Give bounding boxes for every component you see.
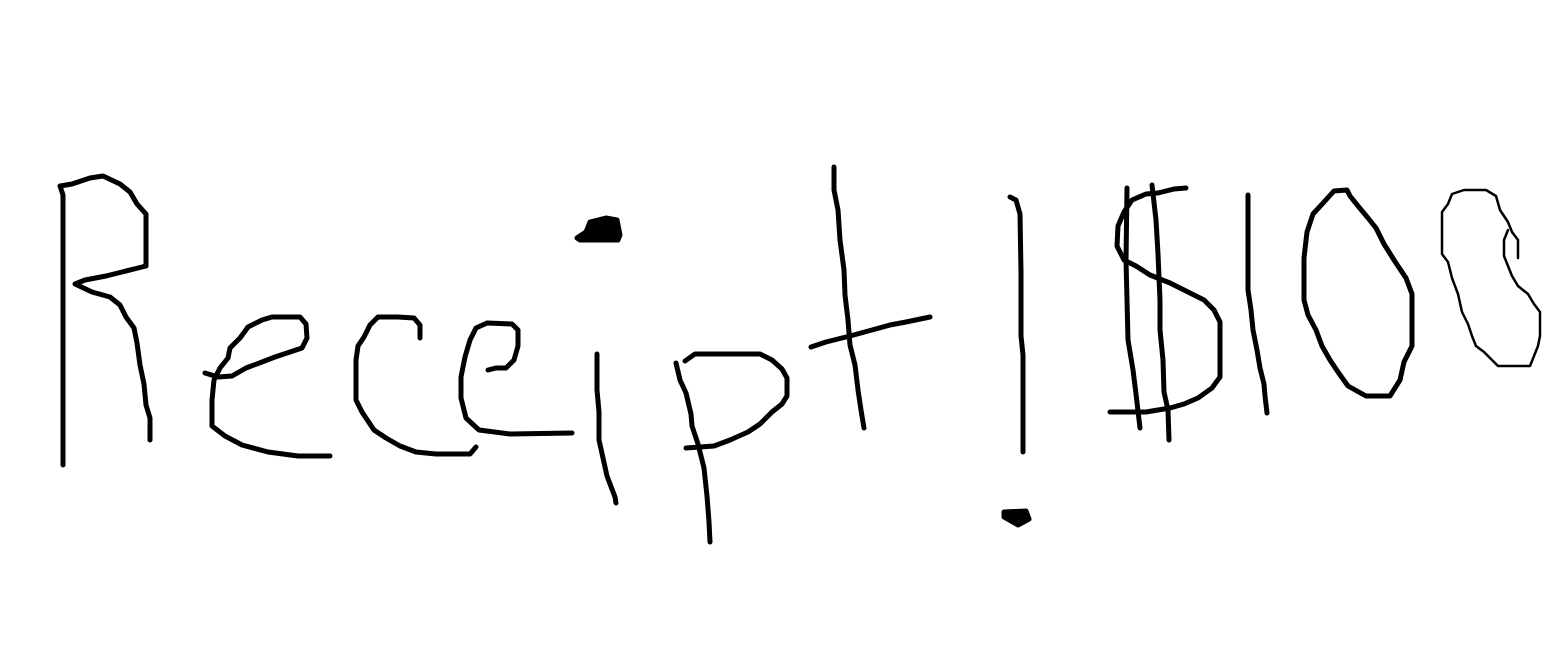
- dollar-sign: [1110, 185, 1220, 440]
- letter-e-2: [461, 323, 572, 434]
- letter-r: [60, 176, 150, 465]
- digit-zero-2: [1442, 190, 1540, 366]
- letter-e-1: [205, 317, 330, 456]
- letter-c: [356, 317, 476, 454]
- letter-i: [577, 218, 620, 503]
- letter-p: [676, 354, 787, 542]
- digit-one: [1248, 195, 1267, 413]
- exclamation-mark: [1004, 197, 1029, 525]
- digit-zero-1: [1304, 190, 1412, 396]
- letter-t: [811, 167, 930, 428]
